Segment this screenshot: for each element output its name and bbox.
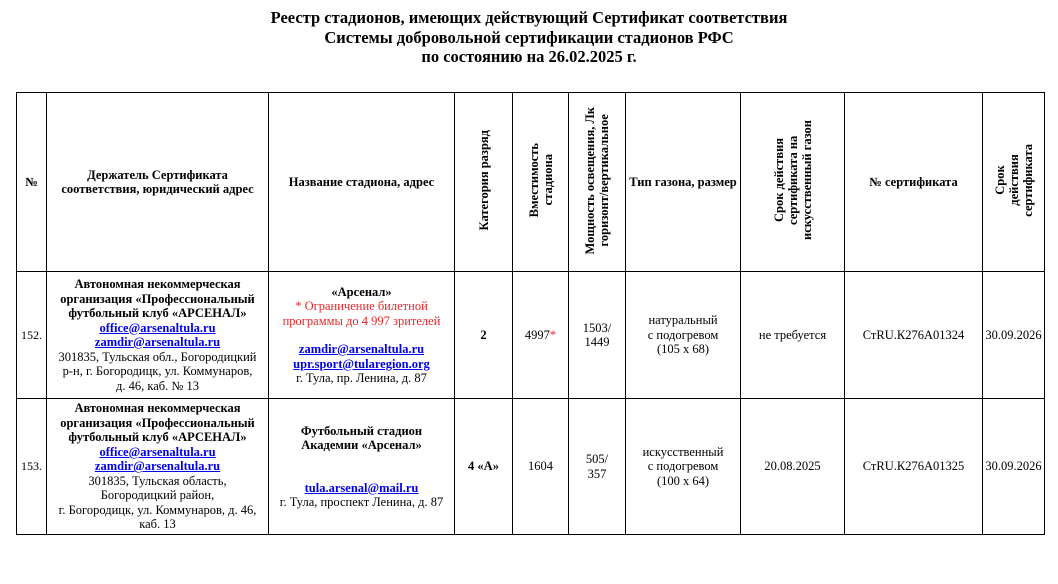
header-category-label: Категория разряд bbox=[476, 130, 491, 231]
table-header-row bbox=[17, 93, 1045, 272]
stadium-email-link[interactable]: upr.sport@tularegion.org bbox=[293, 356, 430, 371]
header-validity-label: Срок действия сертификата bbox=[992, 143, 1035, 217]
ticket-limit-note: программы до 4 997 зрителей bbox=[282, 313, 441, 328]
holder-cell bbox=[47, 272, 269, 399]
header-category bbox=[455, 93, 513, 272]
stadium-address: г. Тула, пр. Ленина, д. 87 bbox=[296, 371, 427, 385]
row-number: 152. bbox=[17, 272, 47, 399]
header-lawn: Тип газона, размер bbox=[626, 93, 741, 272]
ticket-limit-note: * Ограничение билетной bbox=[295, 299, 428, 313]
header-capacity bbox=[513, 93, 569, 272]
lawn-cell: искусственный с подогревом (100 х 64) bbox=[626, 399, 741, 535]
table-row bbox=[17, 272, 1045, 399]
lighting-cell: 1503/ 1449 bbox=[569, 272, 626, 399]
title-line-2: Системы добровольной сертификации стадионов РФС bbox=[324, 27, 734, 47]
holder-address-line: р-н, г. Богородицк, ул. Коммунаров, bbox=[62, 364, 253, 378]
holder-name: Автономная некоммерческая организация «Профессиональный футбольный клуб «АРСЕНАЛ» bbox=[60, 277, 255, 320]
holder-email-link[interactable]: office@arsenaltula.ru bbox=[99, 444, 216, 459]
title-line-1: Реестр стадионов, имеющих действующий Сертификат соответствия bbox=[270, 8, 788, 27]
holder-email-link[interactable]: office@arsenaltula.ru bbox=[99, 320, 216, 335]
stadium-email-link[interactable]: tula.arsenal@mail.ru bbox=[304, 480, 419, 495]
artificial-cert-cell: 20.08.2025 bbox=[741, 399, 845, 535]
header-validity bbox=[983, 93, 1045, 272]
header-stadium: Название стадиона, адрес bbox=[269, 93, 455, 272]
lighting-cell: 505/ 357 bbox=[569, 399, 626, 535]
holder-cell bbox=[47, 399, 269, 535]
stadium-cell bbox=[269, 272, 455, 399]
header-lighting bbox=[569, 93, 626, 272]
holder-address-line: каб. 13 bbox=[139, 517, 176, 532]
capacity-value: 4997 bbox=[524, 327, 550, 342]
holder-address-line: д. 46, каб. № 13 bbox=[116, 378, 199, 393]
lawn-cell: натуральный с подогревом (105 х 68) bbox=[626, 272, 741, 399]
validity-cell: 30.09.2026 bbox=[983, 399, 1045, 535]
certificate-number-cell: СтRU.К276А01325 bbox=[845, 399, 983, 535]
title-line-3: по состоянию на 26.02.2025 г. bbox=[421, 47, 637, 66]
validity-cell: 30.09.2026 bbox=[983, 272, 1045, 399]
row-number: 153. bbox=[17, 399, 47, 535]
artificial-cert-cell: не требуется bbox=[741, 272, 845, 399]
table-row bbox=[17, 399, 1045, 535]
capacity-asterisk: * bbox=[549, 327, 557, 342]
stadium-name: «Арсенал» bbox=[331, 284, 392, 299]
capacity-cell bbox=[513, 272, 569, 399]
stadium-registry-table bbox=[16, 92, 1045, 535]
holder-address-line: г. Богородицк, ул. Коммунаров, д. 46, bbox=[58, 502, 257, 517]
holder-address-line: Богородицкий район, bbox=[100, 488, 215, 503]
capacity-cell: 1604 bbox=[513, 399, 569, 535]
holder-address-line: 301835, Тульская обл., Богородицкий bbox=[58, 349, 257, 364]
category-cell: 2 bbox=[455, 272, 513, 399]
stadium-name: Футбольный стадион Академии «Арсенал» bbox=[300, 423, 423, 452]
holder-email-link[interactable]: zamdir@arsenaltula.ru bbox=[94, 459, 221, 474]
header-artificial-cert-label: Срок действия сертификата на искусственный газон bbox=[771, 120, 814, 241]
category-cell: 4 «А» bbox=[455, 399, 513, 535]
document-title bbox=[0, 8, 1058, 67]
certificate-number-cell: СтRU.К276А01324 bbox=[845, 272, 983, 399]
holder-name: Автономная некоммерческая организация «Профессиональный футбольный клуб «АРСЕНАЛ» bbox=[60, 401, 255, 445]
stadium-address: г. Тула, проспект Ленина, д. 87 bbox=[279, 495, 444, 509]
stadium-email-link[interactable]: zamdir@arsenaltula.ru bbox=[298, 342, 425, 356]
header-holder: Держатель Сертификата соответствия, юридический адрес bbox=[47, 93, 269, 272]
holder-address-line: 301835, Тульская область, bbox=[88, 473, 227, 488]
header-certificate: № сертификата bbox=[845, 93, 983, 272]
stadium-cell bbox=[269, 399, 455, 535]
header-artificial-cert bbox=[741, 93, 845, 272]
header-lighting-label: Мощность освещения, Лк горизонт/вертикальное bbox=[583, 106, 611, 254]
header-capacity-label: Вместимость стадиона bbox=[526, 143, 555, 218]
holder-email-link[interactable]: zamdir@arsenaltula.ru bbox=[94, 335, 221, 349]
header-number: № bbox=[17, 93, 47, 272]
